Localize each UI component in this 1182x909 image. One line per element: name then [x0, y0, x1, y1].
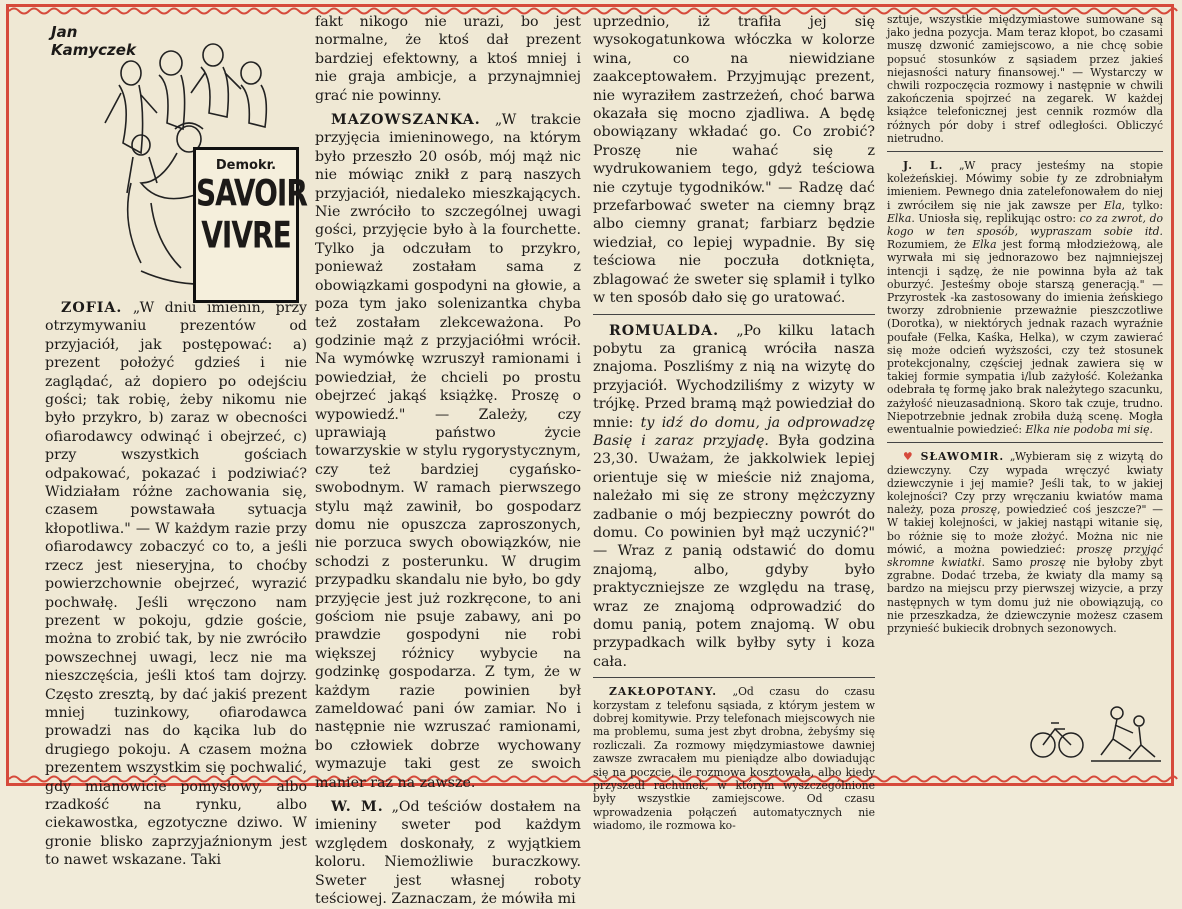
letter-jl — [887, 159, 1163, 436]
letter-romualda-name: ROMUALDA. — [609, 322, 720, 339]
section-divider — [593, 314, 875, 315]
zofia-continuation: fakt nikogo nie urazi, bo jest normalne, że ktoś dał prezent bardziej efektowny, a ktoś mniej i nie graja ambicje, a przynajmniej grać nie powinny. — [315, 14, 581, 104]
letter-slawomir-text: nie byłoby zbyt zgrabne. Dodać trzeba, że kwiaty dla mamy są bardzo na miejscu przy pierwszej wizycie, a przy następnych w tym domu już nie obowiązują, co nie przeszkadza, że dziewczynie możesz czasem przynieść bukiecik drobnych sezonowych. — [887, 555, 1163, 635]
badge-label: Demokr. — [215, 158, 277, 173]
letter-jl-italic: ty — [1056, 172, 1068, 186]
letter-jl-text: „W pracy jesteśmy na stopie koleżeńskiej. Mówimy sobie — [887, 159, 1163, 186]
column-3 — [593, 13, 875, 833]
letter-wm-text: „Od teściów dostałem na imieniny sweter pod każdym względem doskonały, z wyjątkiem koloru. Niemożliwie buraczkowy. Sweter jest własnej roboty teściowej. Zaznaczam, że mówiła mi — [315, 799, 582, 908]
letter-zofia — [45, 299, 307, 870]
letter-zaklopotany — [593, 685, 875, 832]
letter-slawomir-italic: proszę przyjąć skromne kwiatki — [887, 542, 1163, 569]
letter-romualda-text-1: „Po kilku latach pobytu za granicą wróciła nasza znajoma. Poszliśmy z nią na wizytę do przyjaciół. Wychodziliśmy z wizyty w trójkę. Przed bramą mąż powiedział do mnie: — [593, 322, 875, 431]
letter-zaklopotany-name: ZAKŁOPOTANY. — [609, 685, 718, 699]
letter-slawomir-name: SŁAWOMIR. — [920, 450, 1005, 464]
badge-title-line-2: VIVRE — [201, 213, 291, 257]
letter-jl-text: . Uniosła się, replikując ostro: — [911, 211, 1080, 225]
author-last-name: Kamyczek — [51, 41, 136, 59]
letter-jl-text: jest formą młodzieżową, ale wyrwała mi się jednorazowo bez najmniejszej intencji i sądzę, że nie powinna była aż tak oburzyć. Jesteśmy oboje starszą generacją." — Przyrostek -ka zastosowany do imienia żeńskiego tworzy zdrobnienie przeważnie pieszczotliwe (Dorotka), w niektórych jednak razach wyraźnie poufałe (Felka, Kaśka, Helka), w czym zawierać się może odcień wyższości, czy też stosunek protekcjonalny, częściej jednak zawiera się w takiej formie sympatia i/lub zażyłość. Koleżanka odebrała tę formę jako brak należytego szacunku, zażyłość nieuzasadnioną. Skoro tak czuje, trudno. Niepotrzebnie jednak zrobiła dużą scenę. Mogła ewentualnie powiedzieć: — [887, 238, 1163, 437]
letter-jl-italic: Elka nie podoba mi się. — [1025, 423, 1153, 437]
letter-mazowszanka — [315, 111, 581, 792]
letter-jl-name: J. L. — [903, 159, 944, 173]
letter-mazowszanka-name: MAZOWSZANKA. — [331, 112, 481, 129]
letter-romualda-quote: ty idź do domu, ja odprowadzę Basię i zaraz przyjadę. — [593, 414, 875, 449]
letter-slawomir-text: „Wybieram się z wizytą do dziewczyny. Czy wypada wręczyć kwiaty dziewczynie i jej mamie? Jeśli tak, to w jakiej kolejności? Czy przy wręczaniu kwiatów mama należy, poza — [887, 450, 1164, 517]
letter-jl-italic: Elka — [887, 211, 912, 225]
section-divider — [593, 677, 875, 678]
badge-title-line-1: SAVOIR — [196, 171, 307, 215]
savoir-vivre-badge — [193, 147, 307, 303]
section-divider — [887, 442, 1163, 443]
cyclists-illustration — [1021, 699, 1161, 769]
letter-zofia-text: „W dniu imienin, przy otrzymywaniu prezentów od przyjaciół, jak postępować: a) prezent położyć gdzieś i nie zaglądać, aż dopiero po odejściu gości; tak robię, żeby nikomu nie było przykro, b) zaraz w obecności ofiarodawcy odwinąć i obejrzeć, c) przy wszystkich gościach odpakować, pokazać i podziwiać? Widziałam różne zachowania się, czasem powstawała sytuacja kłopotliwa." — W każdym razie przy ofiarodawcy zobaczyć co to, a jeśli rzecz jest nieseryjna, to choćby powierzchownie obejrzeć, wyrazić pochwałę. Jeśli wręczono nam prezent w pokoju, gdzie goście, można to zrobić tak, by nie zwróciło powszechnej uwagi, lecz nie ma nieszczęścia, jeśli ktoś tam dojrzy. Często zresztą, by dać jakiś prezent mniej tuzinkowy, ofiarodawca prowadzi nas do kącika lub do drugiego pokoju. A czasem można prezentem wszystkim się pochwalić, gdy mianowicie pomysłowy, albo rzadkość na rynku, albo ciekawostka, egzotyczne dziwo. W gronie blisko zaprzyjaźnionym jest to nawet wskazane. Taki — [45, 300, 308, 869]
letter-jl-italic: Ela — [1103, 198, 1122, 212]
letter-zofia-name: ZOFIA. — [61, 300, 123, 316]
letter-wm — [315, 798, 581, 908]
column-4 — [887, 13, 1163, 693]
letter-zaklopotany-text: „Od czasu do czasu korzystam z telefonu sąsiada, z którym jestem w dobrej komitywie. Przy telefonach miejscowych nie ma problemu, suma jest zbyt drobna, żebyśmy się rozliczali. Za rozmowy międzymiastowe dawniej zawsze zwracałem mu pieniądze albo dowiadując się na poczcie, ile rozmowa kosztowała, albo kiedy przyszedł rachunek, w którym wyszczególnione były wszystkie zamiejscowe. Od czasu wprowadzenia połączeń automatycznych nie wiadomo, ile rozmowa ko- — [593, 685, 875, 833]
letter-jl-italic: co za zwrot, do kogo w ten sposób, wypraszam sobie itd. — [887, 211, 1163, 239]
letter-slawomir-text: , powiedzieć coś jeszcze?" — W takiej kolejności, w jakiej nastąpi witanie się, bo różnie się to może złożyć. Można nic nie mówić, a można powiedzieć: — [887, 503, 1163, 556]
column-2 — [315, 13, 582, 908]
letter-jl-text: , tylko: — [1121, 198, 1163, 212]
letter-jl-italic: Elka — [972, 238, 997, 252]
column-1 — [45, 299, 308, 869]
author-first-name: Jan — [51, 23, 78, 41]
letter-slawomir-text: . Samo — [981, 555, 1030, 569]
letter-slawomir — [887, 450, 1163, 635]
zaklopotany-continuation: sztuje, wszystkie międzymiastowe sumowane są jako jedna pozycja. Mam teraz kłopot, bo czasami muszę dzwonić zamiejscowo, a nie chcę sobie popsuć stosunków z sąsiadem przez jakieś niejasności natury finansowej." — Wystarczy w chwili rozpoczęcia rozmowy i następnie w chwili zakończenia spojrzeć na zegarek. W każdej książce telefonicznej jest cennik rozmów dla różnych pór doby i stref odległości. Obliczyć nietrudno. — [887, 13, 1163, 145]
section-divider — [887, 151, 1163, 152]
page-frame — [6, 4, 1174, 908]
letter-jl-text: Rozumiem, że — [887, 238, 973, 252]
letter-mazowszanka-text: „W trakcie przyjęcia imieninowego, na którym było przeszło 20 osób, mój mąż nic nie mówiąc znikł z parą naszych przyjaciół, niedaleko mieszkających. Nie zwróciło to szczególnej uwagi gości, przyjęcie było à la fourchette. Tylko ja odczułam to przykro, ponieważ zostałam sama z obowiązkami gospodyni na głowie, a poza tym jako solenizantka chyba też zostałam zlekceważona. Po godzinie mąż z przyjaciółmi wrócił. Na wymówkę wzruszył ramionami i powiedział, że chcieli po prostu obejrzeć jakąś książkę. Proszę o wypowiedź." — Zależy, czy uprawiają państwo życie towarzyskie w stylu rygorystycznym, czy też bardziej cygańsko-swobodnym. W ramach pierwszego stylu mąż zawinił, bo gospodarz domu nie opuszcza zaproszonych, nie porzuca swych obowiązków, nie schodzi z posterunku. W drugim przypadku skandalu nie było, bo gdy przyjęcie jest już rozkręcone, to ani gościom nie psuje zabawy, ani po prawdzie gospodyni nie robi większej różnicy wybycie na godzinkę gospodarza. Z tym, że w każdym razie powinien był zameldować pani ów zamiar. No i następnie nie wzruszać ramionami, bo człowiek dobrze wychowany wymazuje taki gest ze swoich manier raz na zawsze. — [315, 112, 581, 791]
letter-romualda-text-2: Była godzina 23,30. Uważam, że jakkolwiek lepiej orientuje się w mieście niż znajoma, należało mi się ze strony mężczyzny zadbanie o mój bezpieczny powrót do domu. Co powinien był mąż uczynić?" — Wraz z panią odstawić do domu znajomą, albo, gdyby było praktyczniejsze ze względu na trasę, wraz ze znajomą odprowadzić do domu panią, potem znajomą. W obu przypadkach wilk byłby syty i koza cała. — [593, 432, 875, 670]
letter-wm-name: W. M. — [331, 799, 384, 816]
letter-romualda — [593, 322, 875, 672]
letter-slawomir-italic: proszę — [1029, 555, 1066, 569]
letter-slawomir-italic: proszę — [960, 503, 998, 517]
heart-icon: ♥ — [903, 450, 915, 464]
wm-continuation: uprzednio, iż trafiła jej się wysokogatunkowa włóczka w kolorze wina, co na niewidziane zaakceptowałem. Przyjmując prezent, nie wyraziłem zastrzeżeń, choć barwa okazała się mocno zjadliwa. A będę obowiązany wkładać go. Co zrobić? Proszę nie wahać się z wydrukowaniem tego, gdyż teściowa nie czytuje tygodników." — Radzę dać przefarbować sweter na ciemny brąz albo ciemny granat; farbiarz będzie wiedział, co lepiej wypadnie. By się teściowa nie poczuła dotknięta, zblagować że sweter się splamił i tylko w ten sposób dało się go uratować. — [593, 14, 875, 307]
letter-jl-text: ze zdrobniałym imieniem. Pewnego dnia zatelefonowałem do niej i zwróciłem się nie jak zawsze per — [887, 172, 1163, 212]
